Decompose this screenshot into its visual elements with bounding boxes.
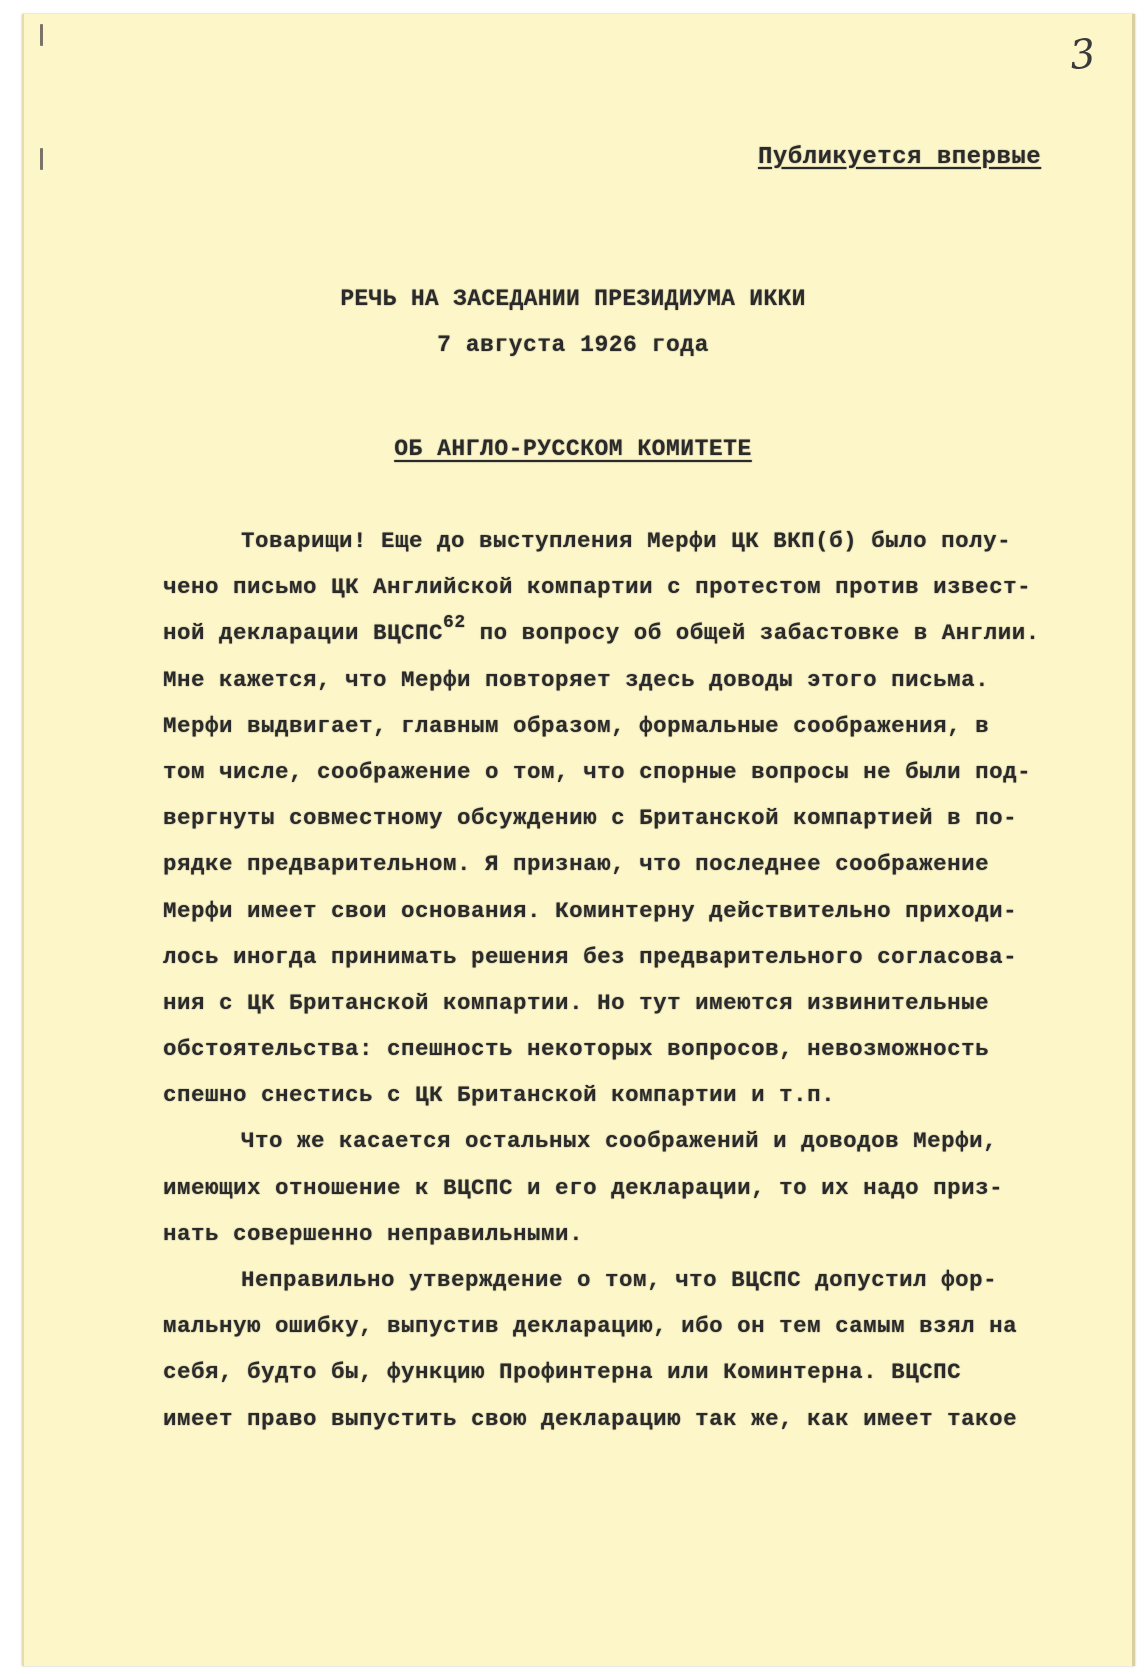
text-fragment: по вопросу об общей забастовке в Англии. bbox=[479, 620, 1040, 647]
text-line: Мерфи выдвигает, главным образом, формальные соображения, в bbox=[163, 712, 990, 739]
text-line-with-footnote bbox=[163, 610, 1093, 656]
text-line: нать совершенно неправильными. bbox=[163, 1220, 584, 1247]
staple-mark-bottom bbox=[40, 148, 43, 170]
body-text bbox=[163, 518, 1093, 1442]
text-fragment: ной декларации ВЦСПС bbox=[163, 620, 444, 647]
text-line: вергнуты совместному обсуждению с Британской компартией в по- bbox=[163, 805, 1018, 832]
text-line: имеет право выпустить свою декларацию так же, как имеет такое bbox=[163, 1405, 1018, 1432]
speech-date: 7 августа 1926 года bbox=[437, 332, 709, 358]
text-line: рядке предварительном. Я признаю, что последнее соображение bbox=[163, 851, 990, 878]
text-line: том числе, соображение о том, что спорные вопросы не были под- bbox=[163, 758, 1032, 785]
text-line: мальную ошибку, выпустив декларацию, ибо он тем самым взял на bbox=[163, 1313, 1018, 1340]
page-number: 3 bbox=[1067, 30, 1098, 80]
staple-mark-top bbox=[40, 24, 43, 46]
text-line: Неправильно утверждение о том, что ВЦСПС допустил фор- bbox=[241, 1267, 998, 1293]
text-line: Товарищи! Еще до выступления Мерфи ЦК ВКП(б) было полу- bbox=[241, 528, 1012, 554]
text-line: Что же касается остальных соображений и доводов Мерфи, bbox=[241, 1128, 998, 1155]
text-line: Мерфи имеет свои основания. Коминтерну действительно приходи- bbox=[163, 897, 1018, 924]
speech-title: РЕЧЬ НА ЗАСЕДАНИИ ПРЕЗИДИУМА ИККИ bbox=[340, 286, 806, 312]
text-line: спешно снестись с ЦК Британской компартии и т.п. bbox=[163, 1082, 836, 1109]
publication-note: Публикуется впервые bbox=[758, 144, 1042, 171]
text-line: ния с ЦК Британской компартии. Но тут имеются извинительные bbox=[163, 989, 990, 1016]
text-line: обстоятельства: спешность некоторых вопросов, невозможность bbox=[163, 1036, 990, 1063]
footnote-reference: 62 bbox=[443, 613, 466, 634]
text-line: лось иногда принимать решения без предварительного согласова- bbox=[163, 943, 1018, 970]
text-line: чено письмо ЦК Английской компартии с протестом против извест- bbox=[163, 574, 1032, 601]
speech-subtitle: ОБ АНГЛО-РУССКОМ КОМИТЕТЕ bbox=[394, 436, 752, 462]
text-line: Мне кажется, что Мерфи повторяет здесь доводы этого письма. bbox=[163, 666, 990, 693]
text-line: имеющих отношение к ВЦСПС и его декларации, то их надо приз- bbox=[163, 1174, 1004, 1201]
text-line: себя, будто бы, функцию Профинтерна или Коминтерна. ВЦСПС bbox=[163, 1359, 962, 1386]
